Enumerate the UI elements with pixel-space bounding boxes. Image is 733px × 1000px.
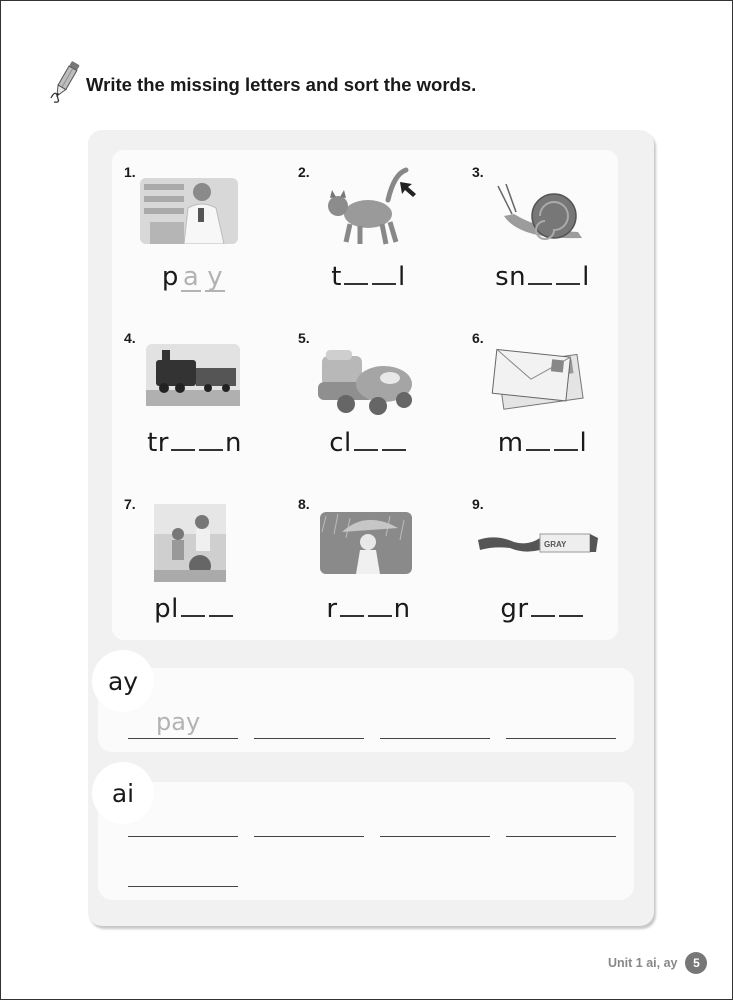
item-word xyxy=(460,594,625,624)
item-number: 9. xyxy=(472,496,484,512)
page-footer xyxy=(608,952,707,974)
item-number: 5. xyxy=(298,330,310,346)
write-line-ai-2[interactable] xyxy=(254,808,364,837)
instruction-text: Write the missing letters and sort the words. xyxy=(86,74,477,95)
traced-letter: a xyxy=(182,262,200,292)
item-1 xyxy=(112,150,282,315)
word-prefix: pl xyxy=(154,594,179,624)
letter-blank xyxy=(340,613,364,617)
item-5 xyxy=(286,316,456,481)
train-photo xyxy=(146,344,240,406)
crayon-label: GRAY xyxy=(544,540,567,549)
write-line-ay-2[interactable] xyxy=(254,710,364,739)
word-prefix: tr xyxy=(147,428,169,458)
word-prefix: gr xyxy=(500,594,529,624)
letter-blank xyxy=(199,447,223,451)
cat-tail-photo xyxy=(316,164,416,248)
letter-blank xyxy=(181,613,205,617)
word-suffix: n xyxy=(393,594,411,624)
letter-blank xyxy=(368,613,392,617)
item-word xyxy=(112,262,277,292)
item-6 xyxy=(460,316,630,481)
word-suffix: l xyxy=(397,262,406,292)
letter-blank xyxy=(528,281,552,285)
item-word xyxy=(460,428,625,458)
write-line-ai-1[interactable] xyxy=(128,808,238,837)
item-number: 7. xyxy=(124,496,136,512)
letter-blank xyxy=(354,447,378,451)
letter-blank xyxy=(372,281,396,285)
item-word xyxy=(286,428,451,458)
snail-photo xyxy=(490,180,586,242)
item-number: 3. xyxy=(472,164,484,180)
unit-label: Unit 1 ai, ay xyxy=(608,956,678,970)
item-number: 8. xyxy=(298,496,310,512)
word-prefix: cl xyxy=(329,428,352,458)
item-number: 6. xyxy=(472,330,484,346)
item-word xyxy=(286,262,451,292)
write-line-ai-5[interactable] xyxy=(128,858,238,887)
item-word xyxy=(112,428,277,458)
word-prefix: m xyxy=(497,428,524,458)
word-suffix: l xyxy=(582,262,590,292)
word-prefix: t xyxy=(331,262,342,292)
item-word xyxy=(460,262,625,292)
item-7 xyxy=(112,482,282,647)
example-word: pay xyxy=(156,708,201,736)
letter-blank xyxy=(531,613,555,617)
item-number: 2. xyxy=(298,164,310,180)
write-line-ay-4[interactable] xyxy=(506,710,616,739)
item-number: 1. xyxy=(124,164,136,180)
word-prefix: r xyxy=(326,594,338,624)
children-playing-photo xyxy=(154,504,226,582)
letter-blank xyxy=(344,281,368,285)
clay-toy-photo xyxy=(316,344,416,416)
pharmacist-photo xyxy=(140,178,238,244)
write-line-ai-4[interactable] xyxy=(506,808,616,837)
rain-umbrella-photo xyxy=(320,512,412,574)
item-3 xyxy=(460,150,630,315)
letter-blank xyxy=(382,447,406,451)
sort-label-ai: ai xyxy=(92,762,154,824)
word-prefix: sn xyxy=(495,262,527,292)
instruction xyxy=(48,58,476,104)
item-word xyxy=(112,594,277,624)
letter-blank xyxy=(526,447,550,451)
write-line-ai-3[interactable] xyxy=(380,808,490,837)
sort-label-ay: ay xyxy=(92,650,154,712)
word-suffix: l xyxy=(579,428,588,458)
item-4 xyxy=(112,316,282,481)
letter-blank xyxy=(171,447,195,451)
item-8 xyxy=(286,482,456,647)
letter-blank xyxy=(559,613,583,617)
pencil-icon xyxy=(48,58,82,104)
item-number: 4. xyxy=(124,330,136,346)
item-2 xyxy=(286,150,456,315)
mail-envelopes-photo xyxy=(490,346,588,412)
word-suffix: n xyxy=(224,428,242,458)
write-line-ay-3[interactable] xyxy=(380,710,490,739)
page-number: 5 xyxy=(685,952,707,974)
word-prefix: p xyxy=(161,262,179,292)
gray-crayon-photo xyxy=(476,528,598,558)
letter-blank xyxy=(556,281,580,285)
write-line-ay-1[interactable] xyxy=(128,710,238,739)
item-word xyxy=(286,594,451,624)
letter-blank xyxy=(209,613,233,617)
item-9 xyxy=(460,482,630,647)
traced-letter: y xyxy=(207,262,224,292)
letter-blank xyxy=(554,447,578,451)
